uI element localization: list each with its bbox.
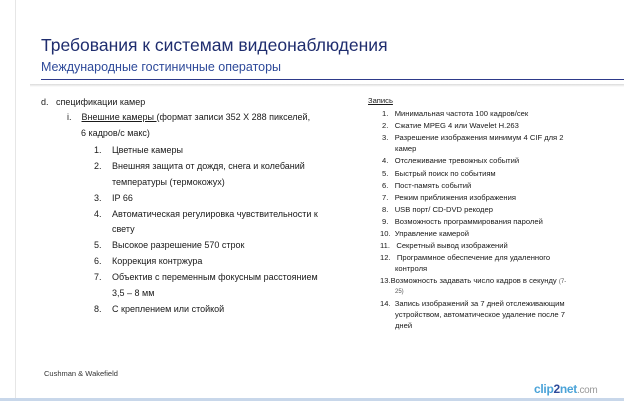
- footer-company: Cushman & Wakefield: [44, 369, 118, 378]
- left-item-7: 7. Объектив с переменным фокусным расстоянием: [94, 272, 318, 282]
- slide-title: Требования к системам видеонаблюдения: [41, 35, 388, 55]
- right-item-1: 1. Минимальная частота 100 кадров/сек: [382, 109, 529, 118]
- right-item-3: 3. Разрешение изображения минимум 4 CIF для 2: [382, 133, 564, 142]
- section-i: [67, 111, 310, 123]
- left-item-2: 2. Внешняя защита от дождя, снега и колебаний: [94, 161, 305, 171]
- left-border-line: [15, 0, 16, 401]
- right-item-14-line2: устройством, автоматическое удаление после 7: [395, 310, 565, 319]
- right-item-3-line2: камер: [395, 144, 417, 153]
- left-item-1: 1. Цветные камеры: [94, 145, 183, 155]
- right-item-13: 13.Возможность задавать число кадров в секунду (7-: [380, 276, 567, 285]
- left-item-4-line2: свету: [112, 224, 135, 234]
- section-d: [41, 96, 145, 108]
- clip2net-logo: clip2net.com: [534, 382, 598, 396]
- section-d-marker: d.: [41, 97, 49, 107]
- left-item-6: 6. Коррекция контржура: [94, 256, 203, 266]
- left-item-2-line2: температуры (термокожух): [112, 177, 225, 187]
- right-item-12-line2: контроля: [395, 264, 428, 273]
- right-item-6: 6. Пост-память событий: [382, 181, 472, 190]
- section-i-marker: i.: [67, 112, 72, 122]
- left-item-3: 3. IP 66: [94, 193, 133, 203]
- right-item-12: 12. Программное обеспечение для удаленного: [380, 253, 551, 262]
- right-item-14-line3: дней: [395, 321, 413, 330]
- right-item-10: 10. Управление камерой: [380, 229, 469, 238]
- left-item-8: 8. С креплением или стойкой: [94, 304, 225, 314]
- left-item-5: 5. Высокое разрешение 570 строк: [94, 240, 245, 250]
- right-item-5: 5. Быстрый поиск по событиям: [382, 169, 496, 178]
- title-divider-shadow: [30, 84, 624, 87]
- right-item-13-note: 25): [395, 289, 404, 295]
- slide-subtitle: Международные гостиничные операторы: [41, 60, 282, 74]
- right-item-4: 4. Отслеживание тревожных событий: [382, 156, 520, 165]
- section-i-text-line2: 6 кадров/с макс): [81, 128, 150, 138]
- right-item-7: 7. Режим приближения изображения: [382, 193, 516, 202]
- right-item-11: 11. Секретный вывод изображений: [380, 241, 508, 250]
- right-item-14: 14. Запись изображений за 7 дней отслеживающим: [380, 299, 565, 308]
- left-item-4: 4. Автоматическая регулировка чувствительности к: [94, 209, 318, 219]
- title-divider: [41, 79, 624, 80]
- right-item-8: 8. USB порт/ CD-DVD рекодер: [382, 205, 493, 214]
- external-cameras-link: Внешние камеры: [81, 112, 157, 122]
- section-d-text: спецификации камер: [56, 97, 146, 107]
- right-item-9: 9. Возможность программирования паролей: [382, 217, 543, 226]
- right-item-2: 2. Сжатие MPEG 4 или Wavelet H.263: [382, 121, 519, 130]
- section-i-text: (формат записи 352 X 288 пикселей,: [156, 112, 311, 122]
- left-item-7-line2: 3,5 – 8 мм: [112, 288, 155, 298]
- recording-header: Запись: [368, 96, 393, 105]
